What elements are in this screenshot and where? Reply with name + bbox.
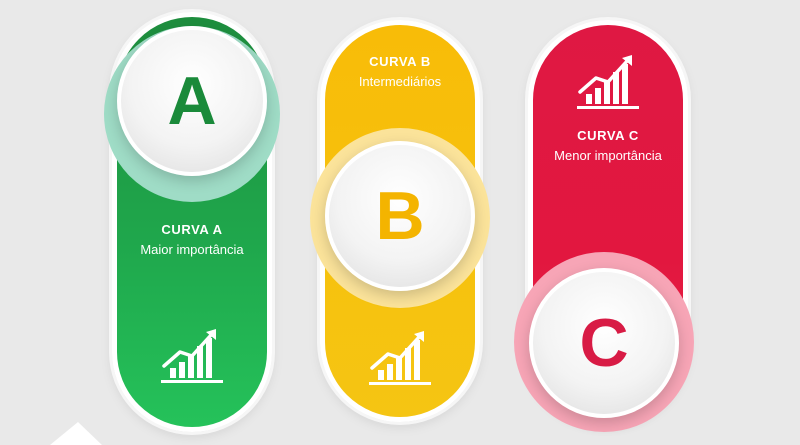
curve-c-letter: C <box>579 305 629 381</box>
curve-a-label <box>112 222 272 257</box>
bar-chart-growth-icon <box>366 328 434 388</box>
curve-b-letter: B <box>375 178 425 254</box>
curve-a-title: CURVA A <box>161 222 223 237</box>
curve-b-title: CURVA B <box>369 54 431 69</box>
curve-a-subtitle: Maior importância <box>140 242 244 257</box>
curve-c-subtitle: Menor importância <box>554 148 662 163</box>
curve-a-letter: A <box>167 63 217 139</box>
curve-b-label <box>320 54 480 89</box>
curve-c-letter-circle <box>529 268 679 418</box>
curve-c-title: CURVA C <box>577 128 639 143</box>
curve-a-letter-circle <box>117 26 267 176</box>
curve-b-subtitle: Intermediários <box>358 74 442 89</box>
curve-c-label <box>528 128 688 163</box>
corner-arrow-icon <box>48 416 104 445</box>
bar-chart-growth-icon <box>574 52 642 112</box>
curve-b-letter-circle <box>325 141 475 291</box>
bar-chart-growth-icon <box>158 326 226 386</box>
